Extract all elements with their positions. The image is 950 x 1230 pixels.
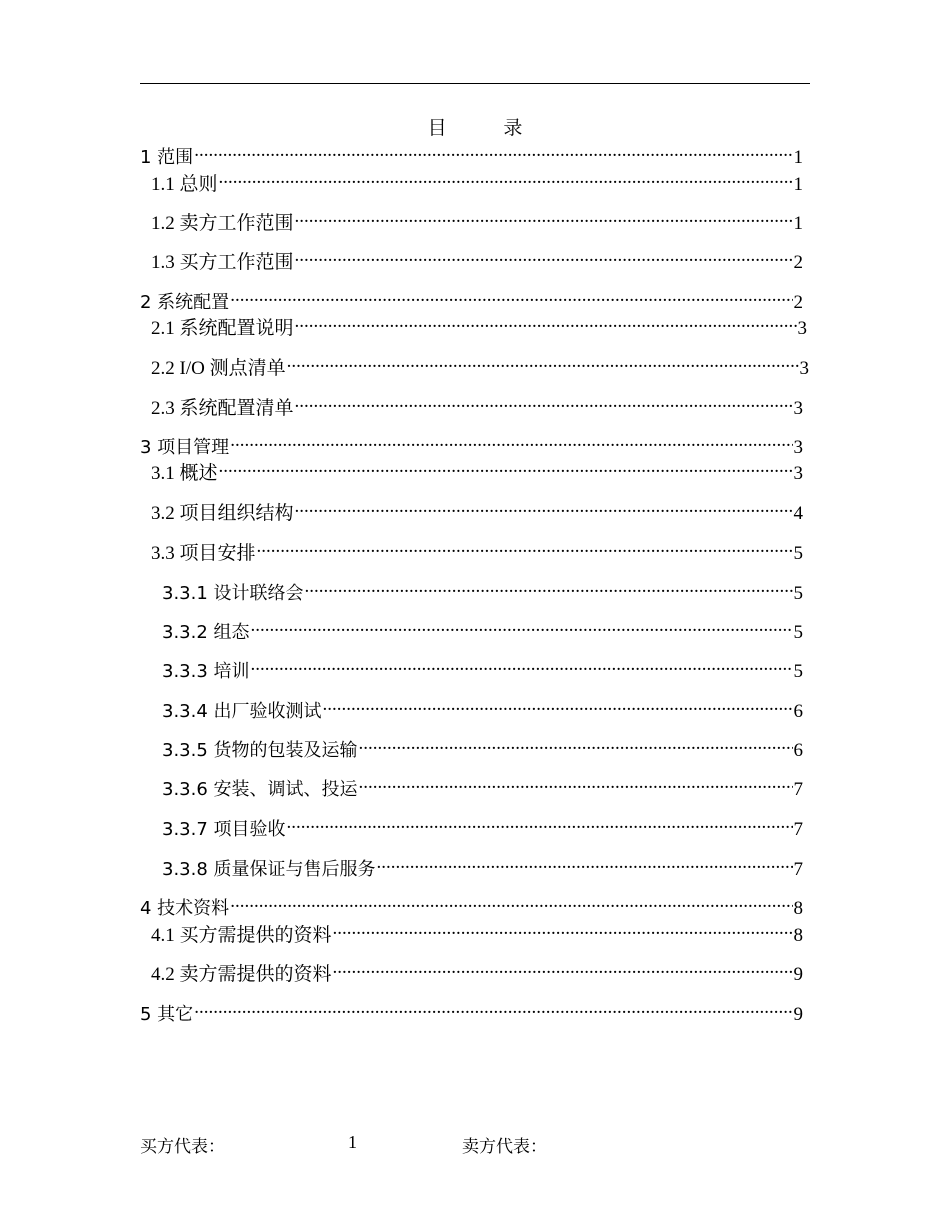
toc-entry-label: 2.1 系统配置说明 <box>151 318 294 339</box>
toc-title: 目 录 <box>427 118 549 139</box>
toc-entry-label: 3.3 项目安排 <box>151 543 256 564</box>
toc-entry-2-1[interactable] <box>151 312 807 339</box>
toc-dot-leader <box>295 312 797 334</box>
toc-entry-page: 2 <box>793 292 803 313</box>
toc-entry-label: 3.2 项目组织结构 <box>151 503 294 524</box>
toc-entry-page: 7 <box>793 819 803 840</box>
toc-dot-leader <box>377 853 793 875</box>
toc-entry-3-3-3[interactable] <box>162 655 803 682</box>
toc-entry-page: 3 <box>797 318 807 339</box>
toc-entry-3-3-4[interactable] <box>162 695 803 722</box>
toc-entry-3-2[interactable] <box>151 497 803 524</box>
toc-entry-1-1[interactable] <box>151 168 803 195</box>
toc-entry-label: 1 范围 <box>140 147 194 168</box>
toc-dot-leader <box>305 577 793 599</box>
toc-dot-leader <box>295 392 793 414</box>
toc-entry-page: 6 <box>793 701 803 722</box>
toc-entry-page: 9 <box>793 1004 803 1025</box>
toc-entry-label: 3.1 概述 <box>151 463 218 484</box>
toc-entry-3-3-5[interactable] <box>162 734 803 761</box>
toc-entry-page: 5 <box>793 583 803 604</box>
toc-entry-1[interactable] <box>140 141 803 168</box>
toc-entry-1-2[interactable] <box>151 207 803 234</box>
toc-entry-1-3[interactable] <box>151 246 803 273</box>
toc-entry-3-3-1[interactable] <box>162 577 803 604</box>
toc-dot-leader <box>230 286 792 308</box>
toc-entry-2-2[interactable] <box>151 352 809 379</box>
toc-dot-leader <box>219 457 793 479</box>
footer-page-number: 1 <box>348 1132 357 1152</box>
toc-entry-4[interactable] <box>140 892 803 919</box>
toc-entry-page: 1 <box>793 147 803 168</box>
toc-entry-label: 4 技术资料 <box>140 898 230 919</box>
toc-entry-label: 4.1 买方需提供的资料 <box>151 925 332 946</box>
toc-entry-label: 3.3.4 出厂验收测试 <box>162 701 322 722</box>
toc-dot-leader <box>287 352 799 374</box>
toc-entry-3-3-6[interactable] <box>162 773 803 800</box>
toc-entry-label: 2.3 系统配置清单 <box>151 398 294 419</box>
toc-entry-page: 3 <box>793 437 803 458</box>
toc-entry-label: 5 其它 <box>140 1004 194 1025</box>
toc-dot-leader <box>359 734 793 756</box>
toc-dot-leader <box>295 207 793 229</box>
toc-dot-leader <box>257 537 793 559</box>
toc-dot-leader <box>323 695 793 717</box>
toc-entry-page: 6 <box>793 740 803 761</box>
toc-entry-2-3[interactable] <box>151 392 803 419</box>
toc-entry-page: 7 <box>793 779 803 800</box>
toc-entry-label: 3.3.3 培训 <box>162 661 250 682</box>
toc-entry-3[interactable] <box>140 431 803 458</box>
toc-entry-label: 2.2 I/O 测点清单 <box>151 358 286 379</box>
footer-buyer-representative: 买方代表： <box>140 1137 225 1157</box>
toc-entry-3-1[interactable] <box>151 457 803 484</box>
toc-entry-label: 4.2 卖方需提供的资料 <box>151 964 332 985</box>
toc-entry-page: 7 <box>793 859 803 880</box>
toc-entry-page: 9 <box>793 964 803 985</box>
toc-entry-page: 3 <box>793 463 803 484</box>
toc-entry-label: 2 系统配置 <box>140 292 230 313</box>
toc-entry-4-1[interactable] <box>151 919 803 946</box>
toc-entry-label: 3.3.7 项目验收 <box>162 819 286 840</box>
toc-entry-page: 5 <box>793 543 803 564</box>
toc-entry-label: 3.3.5 货物的包装及运输 <box>162 740 358 761</box>
toc-entry-page: 3 <box>799 358 809 379</box>
toc-dot-leader <box>251 616 793 638</box>
toc-entry-label: 3.3.2 组态 <box>162 622 250 643</box>
toc-dot-leader <box>333 958 793 980</box>
toc-dot-leader <box>295 497 793 519</box>
toc-dot-leader <box>251 655 793 677</box>
toc-entry-3-3-7[interactable] <box>162 813 803 840</box>
toc-dot-leader <box>194 998 792 1020</box>
toc-entry-page: 4 <box>793 503 803 524</box>
toc-entry-page: 2 <box>793 252 803 273</box>
toc-entry-3-3-8[interactable] <box>162 853 803 880</box>
toc-entry-3-3[interactable] <box>151 537 803 564</box>
toc-dot-leader <box>295 246 793 268</box>
toc-dot-leader <box>333 919 793 941</box>
toc-entry-page: 5 <box>793 661 803 682</box>
toc-dot-leader <box>287 813 793 835</box>
toc-entry-label: 3.3.1 设计联络会 <box>162 583 304 604</box>
toc-entry-page: 1 <box>793 213 803 234</box>
toc-entry-5[interactable] <box>140 998 803 1025</box>
toc-dot-leader <box>230 431 792 453</box>
toc-entry-page: 1 <box>793 174 803 195</box>
toc-entry-page: 5 <box>793 622 803 643</box>
toc-entry-label: 3 项目管理 <box>140 437 230 458</box>
toc-entry-label: 3.3.6 安装、调试、投运 <box>162 779 358 800</box>
toc-entry-label: 1.1 总则 <box>151 174 218 195</box>
toc-entry-2[interactable] <box>140 286 803 313</box>
footer-seller-representative: 卖方代表： <box>462 1137 547 1157</box>
toc-entry-page: 8 <box>793 898 803 919</box>
toc-entry-label: 3.3.8 质量保证与售后服务 <box>162 859 376 880</box>
toc-dot-leader <box>359 773 793 795</box>
toc-entry-label: 1.2 卖方工作范围 <box>151 213 294 234</box>
toc-entry-3-3-2[interactable] <box>162 616 803 643</box>
toc-entry-label: 1.3 买方工作范围 <box>151 252 294 273</box>
toc-entry-page: 8 <box>793 925 803 946</box>
toc-entry-page: 3 <box>793 398 803 419</box>
toc-dot-leader <box>194 141 792 163</box>
toc-dot-leader <box>219 168 793 190</box>
toc-dot-leader <box>230 892 792 914</box>
toc-entry-4-2[interactable] <box>151 958 803 985</box>
